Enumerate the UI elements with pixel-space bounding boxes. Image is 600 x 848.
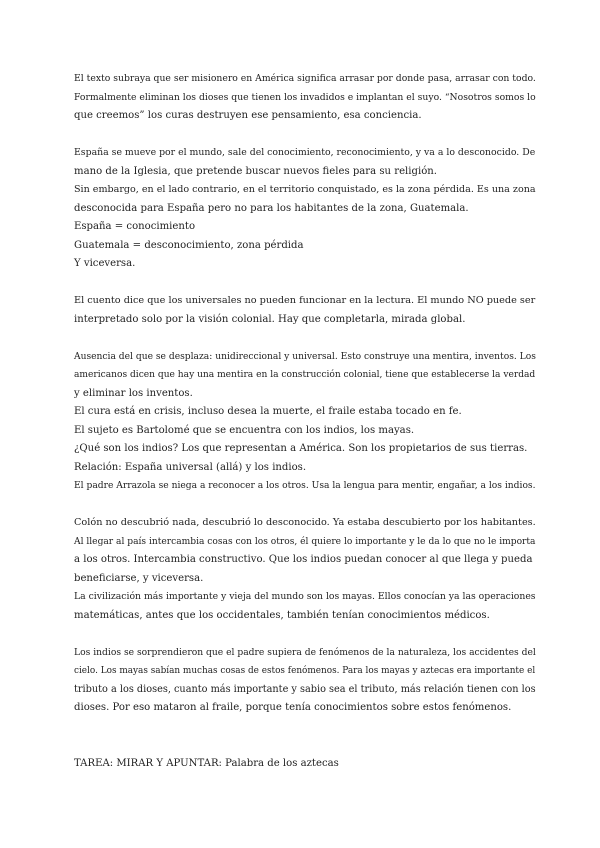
paragraph-ausencia	[74, 348, 536, 496]
text-line: El padre Arrazola se niega a reconocer a los otros. Usa la lengua para mentir, engañar, a los indios.	[74, 481, 536, 491]
task-note	[74, 755, 536, 774]
text-line: Al llegar al país intercambia cosas con los otros, él quiere lo importante y le da lo que no le importa	[74, 536, 536, 547]
paragraph-colon	[74, 514, 536, 625]
text-line: y eliminar los inventos.	[74, 387, 193, 399]
text-line: a los otros. Intercambia constructivo. Que los indios puedan conocer al que llega y pueda	[74, 554, 533, 565]
text-line: Los indios se sorprendieron que el padre supiera de fenómenos de la naturaleza, los accidentes del	[74, 646, 536, 658]
document-body	[74, 70, 536, 792]
text-line: tributo a los dioses, cuanto más importante y sabio sea el tributo, más relación tienen con los	[74, 683, 536, 695]
paragraph-universales	[74, 292, 536, 329]
text-line: cielo. Los mayas sabían muchas cosas de estos fenómenos. Para los mayas y aztecas era importante el	[74, 666, 536, 676]
text-line: dioses. Por eso mataron al fraile, porque tenía conocimientos sobre estos fenómenos.	[74, 702, 512, 713]
text-line: La civilización más importante y vieja del mundo son los mayas. Ellos conocían ya las operaciones	[74, 591, 536, 602]
text-line: Formalmente eliminan los dioses que tienen los invadidos e implantan el suyo. “Nosotros somos lo	[74, 91, 536, 103]
text-line: El texto subraya que ser misionero en América significa arrasar por donde pasa, arrasar con todo.	[74, 73, 536, 84]
text-line: España = conocimiento	[74, 221, 196, 232]
text-line: americanos dicen que hay una mentira en la construcción colonial, tiene que establecerse la verdad	[74, 370, 536, 380]
text-line: matemáticas, antes que los occidentales, también tenían conocimientos médicos.	[74, 609, 490, 621]
task-line: TAREA: MIRAR Y APUNTAR: Palabra de los aztecas	[74, 757, 339, 769]
text-line: interpretado solo por la visión colonial. Hay que completarla, mirada global.	[74, 313, 466, 325]
text-line: El cuento dice que los universales no pueden funcionar en la lectura. El mundo NO puede ser	[74, 295, 536, 306]
text-line: Sin embargo, en el lado contrario, en el territorio conquistado, es la zona pérdida. Es una zona	[74, 184, 536, 195]
text-line: Relación: España universal (allá) y los indios.	[74, 461, 307, 473]
text-line: Colón no descubrió nada, descubrió lo desconocido. Ya estaba descubierto por los habitantes.	[74, 517, 536, 528]
text-line: España se mueve por el mundo, sale del conocimiento, reconocimiento, y va a lo desconocido. De	[74, 147, 536, 158]
text-line: que creemos” los curas destruyen ese pensamiento, esa conciencia.	[74, 110, 422, 121]
text-line: desconocida para España pero no para los habitantes de la zona, Guatemala.	[74, 202, 469, 214]
text-line: Y viceversa.	[74, 258, 136, 269]
text-line: El cura está en crisis, incluso desea la muerte, el fraile estaba tocado en fe.	[74, 406, 462, 417]
text-line: El sujeto es Bartolomé que se encuentra con los indios, los mayas.	[74, 424, 415, 436]
text-line: ¿Qué son los indios? Los que representan a América. Son los propietarios de sus tierras.	[74, 443, 528, 454]
text-line: mano de la Iglesia, que pretende buscar nuevos fieles para su religión.	[74, 165, 437, 177]
text-line: beneficiarse, y viceversa.	[74, 572, 204, 584]
paragraph-misionero	[74, 70, 536, 126]
text-line: Guatemala = desconocimiento, zona pérdida	[74, 239, 304, 251]
text-line: Ausencia del que se desplaza: unidireccional y universal. Esto construye una mentira, inventos. Los	[74, 351, 536, 362]
paragraph-espana	[74, 144, 536, 274]
paragraph-fenomenos	[74, 644, 536, 718]
